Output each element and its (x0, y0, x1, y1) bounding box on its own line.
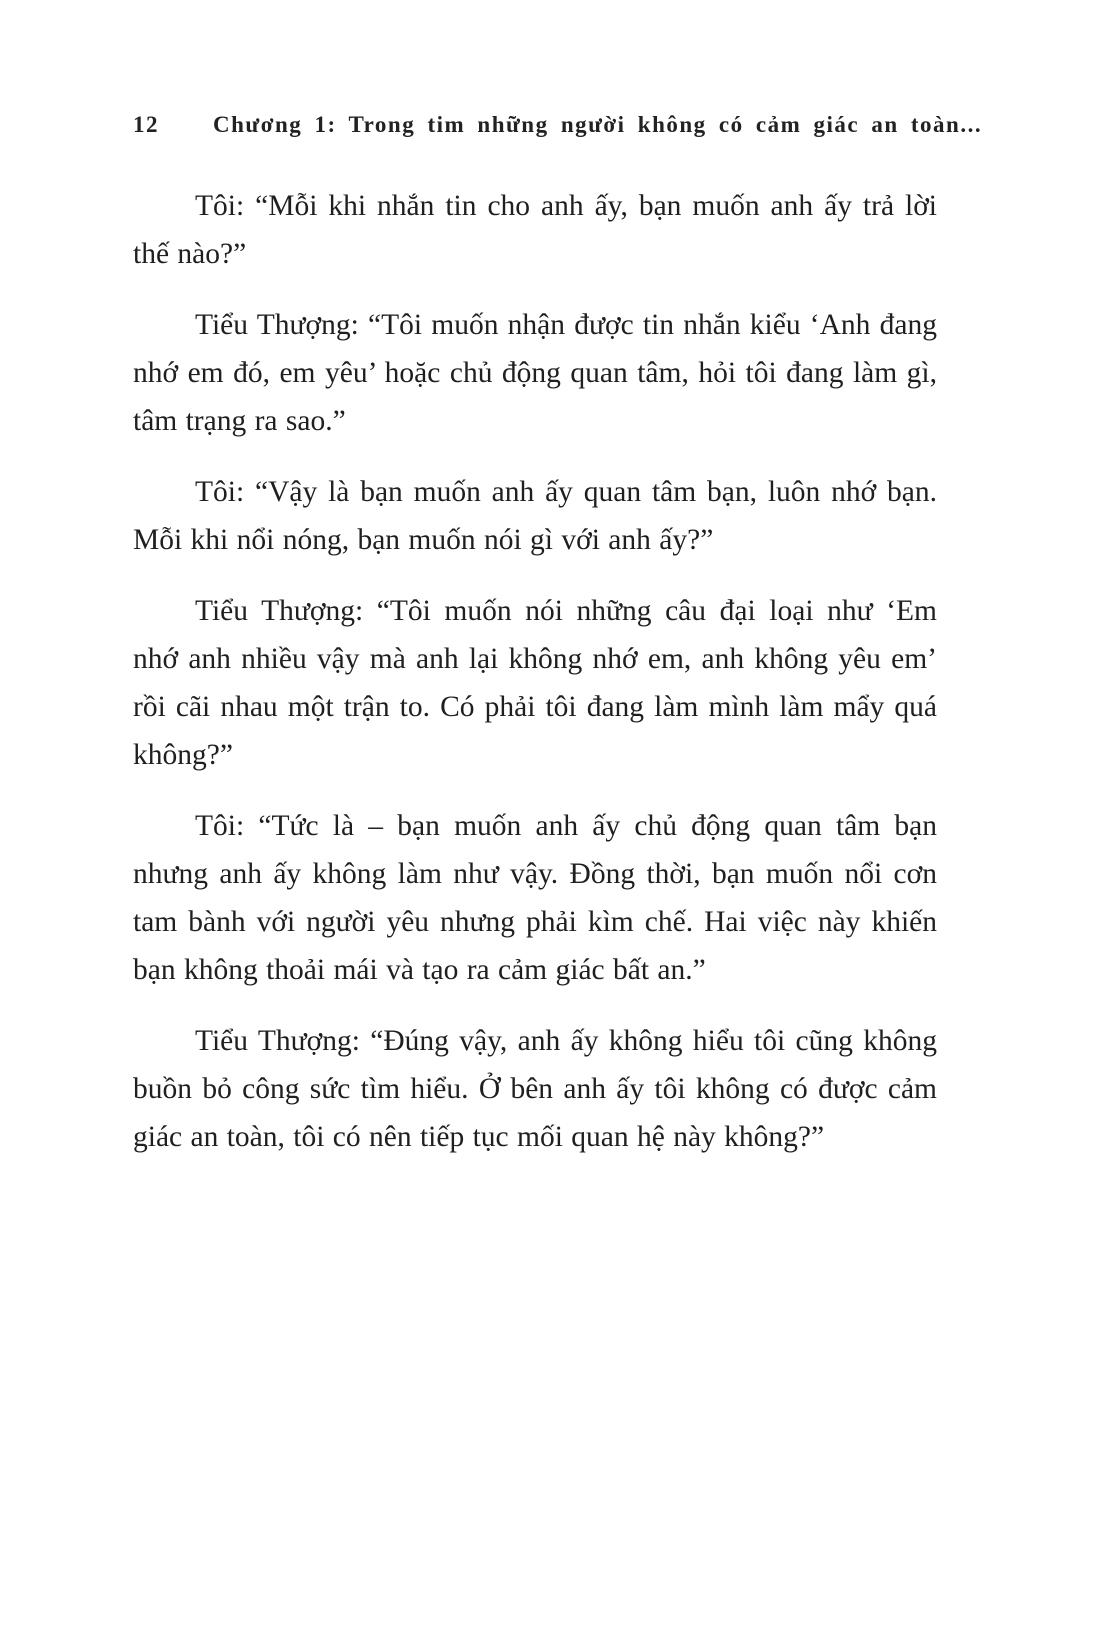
body-paragraph: Tiểu Thượng: “Đúng vậy, anh ấy không hiểu tôi cũng không buồn bỏ công sức tìm hiểu. Ở bên anh ấy tôi không có được cảm giác an toàn, tôi có nên tiếp tục mối quan hệ này không?” (133, 1025, 937, 1153)
page-header (133, 112, 983, 138)
body-text (133, 182, 937, 1161)
chapter-title: Chương 1: Trong tim những người không có cảm giác an toàn... (213, 112, 983, 137)
body-paragraph: Tôi: “Vậy là bạn muốn anh ấy quan tâm bạn, luôn nhớ bạn. Mỗi khi nổi nóng, bạn muốn nói gì với anh ấy?” (133, 476, 937, 556)
body-paragraph: Tiểu Thượng: “Tôi muốn nhận được tin nhắn kiểu ‘Anh đang nhớ em đó, em yêu’ hoặc chủ động quan tâm, hỏi tôi đang làm gì, tâm trạng ra sao.” (133, 309, 937, 437)
body-paragraph: Tôi: “Tức là – bạn muốn anh ấy chủ động quan tâm bạn nhưng anh ấy không làm như vậy. Đồng thời, bạn muốn nổi cơn tam bành với người yêu nhưng phải kìm chế. Hai việc này khiến bạn không thoải mái và tạo ra cảm giác bất an.” (133, 810, 937, 986)
page-number: 12 (133, 112, 159, 137)
body-paragraph: Tiểu Thượng: “Tôi muốn nói những câu đại loại như ‘Em nhớ anh nhiều vậy mà anh lại không nhớ em, anh không yêu em’ rồi cãi nhau một trận to. Có phải tôi đang làm mình làm mẩy quá không?” (133, 595, 937, 771)
body-paragraph: Tôi: “Mỗi khi nhắn tin cho anh ấy, bạn muốn anh ấy trả lời thế nào?” (133, 190, 937, 270)
